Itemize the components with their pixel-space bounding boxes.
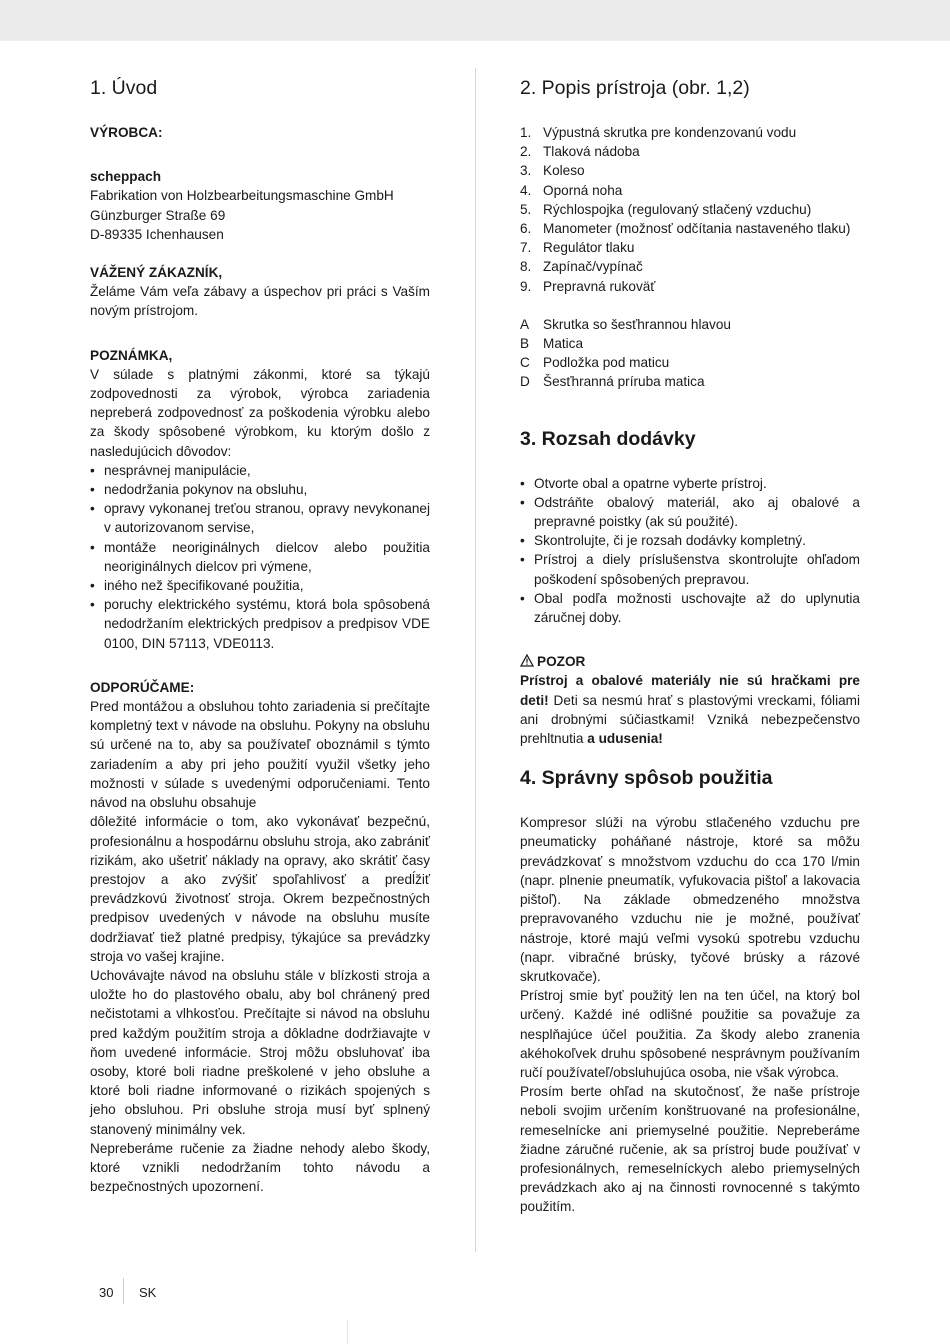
section-heading-scope: 3. Rozsah dodávky	[520, 427, 696, 450]
list-item: • opravy vykonanej treťou stranou, opravy nevykonanej v autorizovanom servise,	[90, 499, 430, 537]
warning-heading	[520, 652, 860, 671]
recommend-paragraph: dôležité informácie o tom, ako vykonávať bezpečnú, profesionálnu a hospodárnu obsluhu stroja, ako zabrániť rizikám, ako ušetriť náklady na opravy, ako skrátiť časy prestojov a ako zvýšiť spoľahlivosť a predĺžiť prevádzkovú životnosť stroja. Okrem bezpečnostných predpisov uvedených v návode na obsluhu musíte dodržiavať tiež platné predpisy, týkajúce sa prevádzky stroja vo vašej krajine.	[90, 814, 430, 964]
list-item: • Obal podľa možnosti uschovajte až do uplynutia záručnej doby.	[520, 589, 860, 627]
list-item: • montáže neoriginálnych dielcov alebo použitia neoriginálnych dielcov pri výmene,	[90, 538, 430, 576]
list-item: 8. Zapínač/vypínač	[520, 259, 643, 275]
bottom-mark	[347, 1320, 348, 1344]
company-name: scheppach	[90, 169, 162, 185]
note-label: POZNÁMKA,	[90, 347, 173, 363]
list-item: • Otvorte obal a opatrne vyberte prístroj.	[520, 474, 860, 493]
list-item: • Skontrolujte, či je rozsah dodávky kompletný.	[520, 531, 860, 550]
list-item: 9. Prepravná rukoväť	[520, 278, 656, 294]
recommend-paragraph: Nepreberáme ručenie za žiadne nehody alebo škody, ktoré vznikli nedodržaním tohto návodu a bezpečnostných upozornení.	[90, 1140, 430, 1195]
list-item: 1. Výpustná skrutka pre kondenzovanú vodu	[520, 125, 797, 140]
note-text: V súlade s platnými zákonmi, ktoré sa týkajú zodpovednosti za výrobok, výrobca zariadenia nepreberá zodpovednosť za poškodenia výrobku alebo za škody spôsobené výrobkom, ku ktorým došlo z nasledujúcich dôvodov:	[90, 366, 430, 459]
use-paragraph: Kompresor slúži na výrobu stlačeného vzduchu pre pneumaticky poháňané nástroje, ktoré sa môžu prevádzkovať s množstvom vzduchu do cca 170 l/min (napr. plnenie pneumatík, vyfukovacia pištoľ a lakovacia pištoľ). Na základe obmedzeného množstva prepravovaného vzduchu nie je možné, používať nástroje, ktoré majú veľmi vysokú spotrebu vzduchu (napr. vibračné brúsky, tyčové brúsky a rázové skrutkovače).	[520, 815, 860, 984]
list-item: • iného než špecifikované použitia,	[90, 576, 430, 595]
right-column	[520, 75, 860, 1217]
list-item: B Matica	[520, 336, 584, 352]
company-line: Fabrikation von Holzbearbeitungsmaschine GmbH	[90, 188, 394, 204]
manufacturer-label: VÝROBCA:	[90, 125, 163, 140]
list-item: 5. Rýchlospojka (regulovaný stlačený vzduchu)	[520, 201, 812, 217]
left-column	[90, 75, 430, 1196]
note-list	[90, 461, 430, 653]
list-item: • nesprávnej manipulácie,	[90, 461, 430, 480]
dear-customer-label: VÁŽENÝ ZÁKAZNÍK,	[90, 265, 223, 281]
page-number: 30	[99, 1285, 114, 1300]
recommend-label: ODPORÚČAME:	[90, 679, 195, 695]
recommend-paragraph: Uchovávajte návod na obsluhu stále v blízkosti stroja a uložte ho do plastového obalu, aby bol chránený pred nečistotami a vlhkosťou. Prečítajte si návod na obsluhu pred každým použitím stroja a dôkladne dodržiavajte v ňom uvedené informácie. Stroj môžu obsluhovať iba osoby, ktoré boli riadne preškolené v jeho obsluhe a ktoré boli riadne informované o rizikách spojených s jeho obsluhou. Pri obsluhe stroja musí byť splnený stanovený minimálny vek.	[90, 967, 430, 1137]
list-item: 7. Regulátor tlaku	[520, 240, 635, 256]
dear-customer-text: Želáme Vám veľa zábavy a úspechov pri práci s Vaším novým prístrojom.	[90, 284, 430, 319]
top-band	[0, 0, 950, 41]
list-item: 3. Koleso	[520, 163, 585, 179]
list-item: 4. Oporná noha	[520, 182, 623, 198]
list-item: • nedodržania pokynov na obsluhu,	[90, 480, 430, 499]
warning-label: POZOR	[537, 654, 586, 670]
parts-list	[520, 123, 860, 296]
list-item: • poruchy elektrického systému, ktorá bola spôsobená nedodržaním elektrických predpisov a predpisov VDE 0100, DIN 57113, VDE0113.	[90, 595, 430, 653]
column-divider	[475, 68, 476, 1252]
list-item: A Skrutka so šesťhrannou hlavou	[520, 316, 731, 332]
list-item: C Podložka pod maticu	[520, 355, 670, 371]
list-item: 2. Tlaková nádoba	[520, 144, 640, 160]
use-paragraph: Prístroj smie byť použitý len na ten účel, na ktorý bol určený. Každé iné odlišné použitie sa považuje za nesplňajúce účel použitia. Za škody alebo zranenia akéhokoľvek druhu spôsobené nesprávnym používaním ručí používateľ/obsluhujúca osoba, nie však výrobca.	[520, 988, 860, 1080]
hardware-list	[520, 315, 860, 392]
list-item: 6. Manometer (možnosť odčítania nastaveného tlaku)	[520, 221, 851, 237]
list-item: • Odstráňte obalový materiál, ako aj obalové a prepravné poistky (ak sú použité).	[520, 493, 860, 531]
list-item: • Prístroj a diely príslušenstva skontrolujte ohľadom poškodení spôsobených prepravou.	[520, 550, 860, 588]
section-heading-description: 2. Popis prístroja (obr. 1,2)	[520, 77, 750, 99]
list-item: D Šesťhranná príruba matica	[520, 374, 705, 390]
scope-list	[520, 474, 860, 628]
warning-text: Prístroj a obalové materiály nie sú hračkami pre deti! Deti sa nesmú hrať s plastovými vreckami, fóliami ani drobnými súčiastkami! Vzniká nebezpečenstvo prehltnutia a udusenia!	[520, 673, 860, 747]
language-code: SK	[139, 1285, 157, 1300]
recommend-paragraph: Pred montážou a obsluhou tohto zariadenia si prečítajte kompletný text v návode na obsluhu. Pokyny na obsluhu sú určené na to, aby sa používateľ oboznámil s týmto zariadením a aby pri jeho použití využil všetky jeho možnosti v súlade s uvedenými odporučeniami. Tento návod na obsluhu obsahuje	[90, 699, 430, 811]
footer-divider	[123, 1278, 124, 1304]
warning-triangle-icon	[520, 654, 534, 667]
use-paragraph: Prosím berte ohľad na skutočnosť, že naše prístroje neboli svojim určením konštruované na profesionálne, remeselnícke ani priemyselné použitie. Nepreberáme žiadne záručné ručenie, ak sa prístroj bude používať v profesionálnych, remeselníckych alebo priemyselných prevádzkach ako aj na činnosti rovnocenné s takýmto použitím.	[520, 1084, 860, 1215]
section-heading-intended-use: 4. Správny spôsob použitia	[520, 767, 773, 790]
section-heading-intro: 1. Úvod	[90, 77, 158, 99]
company-line: D-89335 Ichenhausen	[90, 226, 224, 242]
company-line: Günzburger Straße 69	[90, 207, 226, 223]
